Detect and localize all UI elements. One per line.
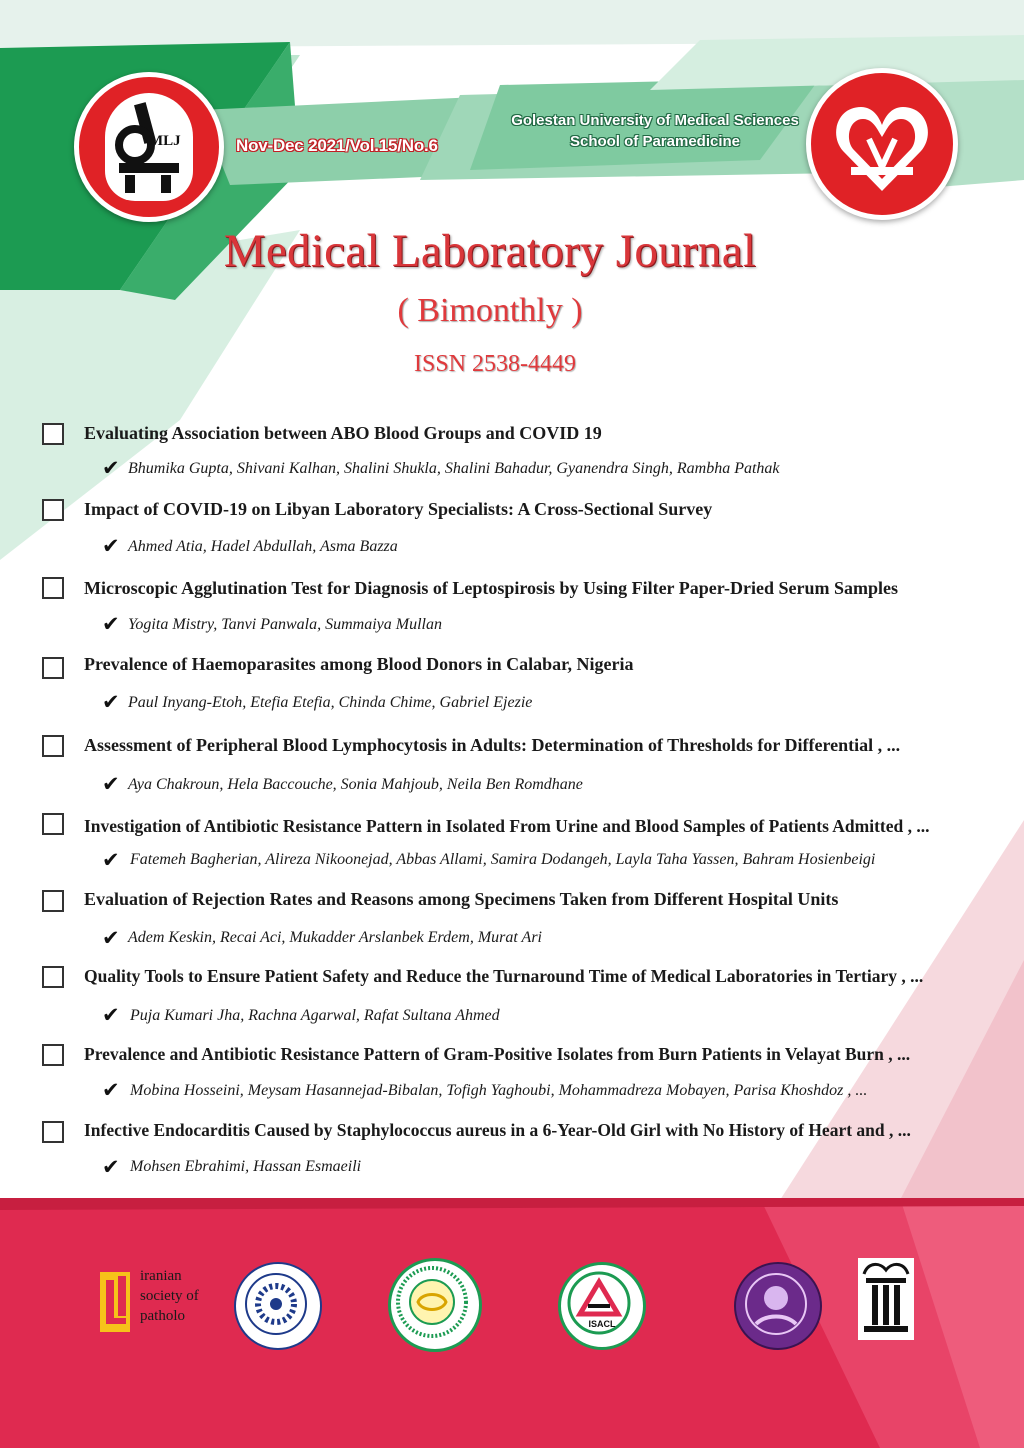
checkmark-icon: ✔ [102,1155,120,1179]
pillar-emblem-logo [858,1258,914,1340]
article-authors: Mohsen Ebrahimi, Hassan Esmaeili [130,1158,362,1175]
checkmark-icon: ✔ [102,1003,120,1027]
article-authors: Paul Inyang-Etoh, Etefia Etefia, Chinda Chime, Gabriel Ejezie [128,694,533,711]
checkbox[interactable] [42,577,64,599]
checkmark-icon: ✔ [102,772,120,796]
university-line-1: Golestan University of Medical Sciences [511,112,799,129]
article-title[interactable]: Impact of COVID-19 on Libyan Laboratory Specialists: A Cross-Sectional Survey [84,499,713,519]
article-authors: Adem Keskin, Recai Aci, Mukadder Arslanbek Erdem, Murat Ari [128,929,542,946]
article-title[interactable]: Investigation of Antibiotic Resistance Pattern in Isolated From Urine and Blood Samples of Patients Admitted , ... [84,816,930,836]
green-society-seal [388,1258,482,1352]
journal-title: Medical Laboratory Journal [223,225,757,277]
isacl-logo [558,1262,646,1350]
checkbox[interactable] [42,657,64,679]
checkbox[interactable] [42,735,64,757]
society-line-1: iranian [140,1268,182,1284]
article-authors: Aya Chakroun, Hela Baccouche, Sonia Mahjoub, Neila Ben Romdhane [128,776,583,793]
article-title[interactable]: Prevalence and Antibiotic Resistance Pattern of Gram-Positive Isolates from Burn Patients in Velayat Burn , ... [84,1044,911,1064]
iacl-purple-seal [734,1262,822,1350]
article-authors: Yogita Mistry, Tanvi Panwala, Summaiya Mullan [128,616,442,633]
checkmark-icon: ✔ [102,848,120,872]
checkbox[interactable] [42,890,64,912]
article-title[interactable]: Prevalence of Haemoparasites among Blood Donors in Calabar, Nigeria [84,654,634,674]
article-title[interactable]: Microscopic Agglutination Test for Diagnosis of Leptospirosis by Using Filter Paper-Dried Serum Samples [84,578,899,598]
heart-emblem-icon [811,73,953,215]
journal-logo-text: MLJ [149,133,181,149]
article-title[interactable]: Evaluation of Rejection Rates and Reasons among Specimens Taken from Different Hospital Units [84,889,839,909]
checkbox[interactable] [42,813,64,835]
journal-logo [74,72,224,222]
journal-frequency: ( Bimonthly ) [397,292,583,329]
pathology-society-logo [98,1266,228,1336]
article-authors: Mobina Hosseini, Meysam Hasannejad-Bibalan, Tofigh Yaghoubi, Mohammadreza Mobayen, Parisa Khoshdoz , ... [130,1082,868,1099]
checkmark-icon: ✔ [102,690,120,714]
checkbox[interactable] [42,966,64,988]
parasitology-society-seal [234,1262,322,1350]
university-name [500,110,810,152]
society-line-3: patholo [140,1308,185,1324]
checkbox[interactable] [42,423,64,445]
checkmark-icon: ✔ [102,612,120,636]
university-line-2: School of Paramedicine [569,133,741,150]
article-title[interactable]: Assessment of Peripheral Blood Lymphocytosis in Adults: Determination of Thresholds for Differential , ... [84,735,901,755]
article-authors: Puja Kumari Jha, Rachna Agarwal, Rafat Sultana Ahmed [130,1007,500,1024]
journal-issn: ISSN 2538-4449 [413,351,576,377]
checkmark-icon: ✔ [102,534,120,558]
university-logo [806,68,958,220]
article-authors: Bhumika Gupta, Shivani Kalhan, Shalini Shukla, Shalini Bahadur, Gyanendra Singh, Rambha Pathak [128,460,780,477]
checkmark-icon: ✔ [102,456,120,480]
checkbox[interactable] [42,499,64,521]
society-line-2: society of [140,1288,199,1304]
article-title[interactable]: Infective Endocarditis Caused by Staphylococcus aureus in a 6-Year-Old Girl with No History of Heart and , ... [84,1120,911,1140]
article-authors: Fatemeh Bagherian, Alireza Nikoonejad, Abbas Allami, Samira Dodangeh, Layla Taha Yassen, Bahram Hosienbeigi [130,851,876,868]
article-title[interactable]: Evaluating Association between ABO Blood Groups and COVID 19 [84,423,602,443]
checkbox[interactable] [42,1044,64,1066]
issue-info: Nov-Dec 2021/Vol.15/No.6 [236,136,438,155]
checkbox[interactable] [42,1121,64,1143]
article-title[interactable]: Quality Tools to Ensure Patient Safety and Reduce the Turnaround Time of Medical Laboratories in Tertiary , ... [84,966,924,986]
checkmark-icon: ✔ [102,926,120,950]
isacl-label: ISACL [588,1319,616,1329]
checkmark-icon: ✔ [102,1078,120,1102]
article-authors: Ahmed Atia, Hadel Abdullah, Asma Bazza [128,538,398,555]
